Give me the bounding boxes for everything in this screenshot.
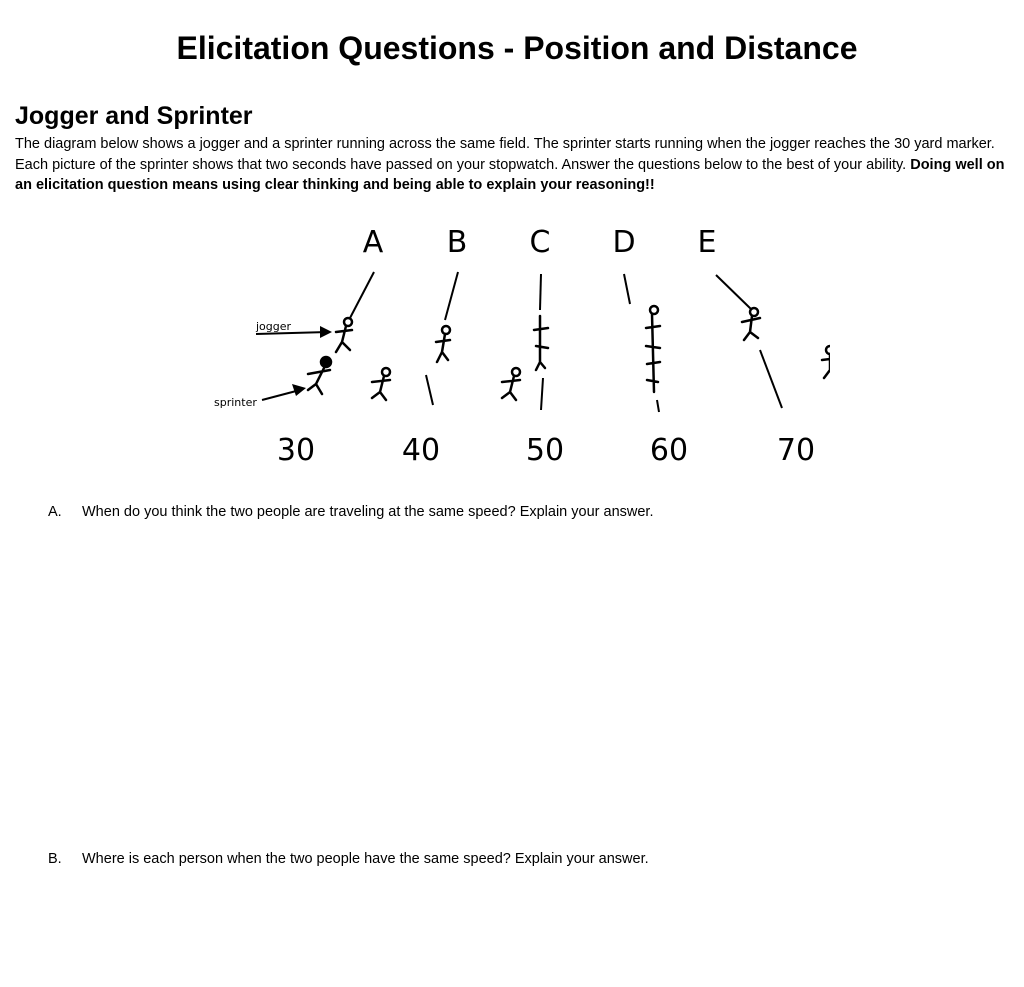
jogger-figure — [534, 316, 548, 370]
question-text: Where is each person when the two people have the same speed? Explain your answer. — [82, 851, 649, 867]
question-text: When do you think the two people are traveling at the same speed? Explain your answer. — [82, 504, 654, 520]
jogger-arrow-head — [320, 326, 332, 338]
jogger-figures — [336, 306, 760, 392]
yard-marker-70: 70 — [776, 433, 816, 468]
sprinter-figure — [502, 368, 520, 400]
yard-marker-50: 50 — [525, 433, 565, 468]
sprinter-figures — [308, 346, 830, 400]
connector-lines — [350, 272, 782, 412]
question-letter: B. — [48, 851, 62, 867]
page-title: Elicitation Questions - Position and Distance — [176, 30, 858, 66]
question-b — [48, 851, 649, 867]
section-heading: Jogger and Sprinter — [15, 102, 253, 130]
jogger-figure — [742, 308, 760, 340]
jogger-label: jogger — [256, 320, 292, 333]
sprinter-arrow-head — [292, 384, 306, 396]
question-a — [48, 504, 653, 520]
intro-bold-text: Doing well on an elicitation question means using clear thinking and being able to explain your reasoning!! — [15, 156, 1005, 193]
column-label-c: C — [529, 225, 551, 260]
sprinter-figure — [308, 357, 331, 394]
intro-paragraph — [15, 134, 1010, 196]
yard-marker-40: 40 — [401, 433, 441, 468]
jogger-sprinter-diagram — [200, 220, 830, 470]
sprinter-arrow — [262, 390, 300, 400]
sprinter-figure — [822, 346, 830, 378]
question-letter: A. — [48, 504, 62, 520]
sprinter-figure — [372, 368, 390, 400]
jogger-figure — [336, 318, 352, 352]
yard-marker-60: 60 — [649, 433, 689, 468]
column-label-d: D — [612, 225, 636, 260]
column-label-e: E — [697, 225, 717, 260]
jogger-figure — [646, 306, 660, 392]
sprinter-label: sprinter — [214, 396, 257, 409]
yard-marker-30: 30 — [276, 433, 316, 468]
column-label-a: A — [362, 225, 384, 260]
column-label-b: B — [446, 225, 468, 260]
jogger-figure — [436, 326, 450, 362]
intro-text: The diagram below shows a jogger and a sprinter running across the same field. The sprinter starts running when the jogger reaches the 30 yard marker. Each picture of the sprinter shows that two seconds have passed on your stopwatch. Answer the questions below to the best of your ability. — [15, 136, 995, 173]
